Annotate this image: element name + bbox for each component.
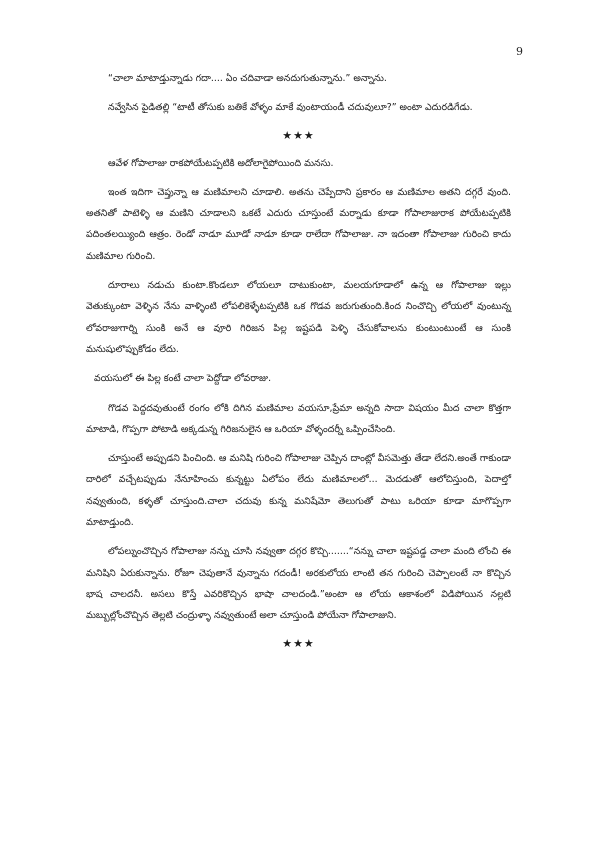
section-separator: ★★★ bbox=[282, 128, 315, 142]
page-number: 9 bbox=[516, 45, 523, 58]
paragraph: లోపల్నుంచొచ్చిన గోపాలాజు నన్ను చూసి నవ్వుతా దగ్గర కొచ్చి.......“నన్ను చాలా ఇష్టపడ్డ చాలా మంది లోంచి ఈ మనిషిని ఏరుకున్నాను. రోజూ చెపుతానే వున్నాను గదండీ! అరకులోయ లాంటి తన గురించి చెప్పాలంటే నా కొచ్చిన భాష చాలదనీ. అసలు కొస్తే ఎవరికొచ్చిన భాషా చాలదండి.”అంటా ఆ లోయ ఆకాశంలో విడిపోయిన నల్లటి మబ్బుల్లోంచొచ్చిన తెల్లటి చంద్రుళ్ళా నవ్వుతుంటే అలా చూస్తుండి పోయేనా గోపాలాజుని. bbox=[86, 546, 511, 622]
paragraph: దూరాలు నడుచు కుంటా.కొండలూ లోయలూ దాటుకుంటా, మలయగూడాలో ఉన్న ఆ గోపాలాజు ఇల్లు వెతుక్కుంటా వెళ్ళిన నేను వాళ్ళింటి లోపలికెళ్ళేటప్పటికి ఒక గొడవ జరుగుతుంది.కింద నించొచ్చి లోయలో వుంటున్న లోవరాజుగార్ని సుంకి అనే ఆ వూరి గిరిజన పిల్ల ఇష్టపడి పెళ్ళి చేసుకోవాలను కుంటుంటుంటే ఆ సుంకి మనుషులొప్పుకోడం లేదు. bbox=[86, 280, 511, 355]
paragraph: వయసులో ఈ పిల్ల కంటే చాలా పెద్దోడా లోవరాజు. bbox=[94, 373, 272, 385]
page-body bbox=[86, 68, 511, 661]
paragraph: “చాలా మాటాడ్తున్నాడు గదా.... ఏం చదివాడా అనదుగుతున్నాను.” అన్నాను. bbox=[108, 73, 387, 84]
section-separator: ★★★ bbox=[282, 636, 315, 650]
paragraph: గొడవ పెద్దదవుతుంటే రంగం లోకి దిగిన మణిమాల వయసూ,ప్రేమా అన్నది సాదా విషయం మీద చాలా కొత్తగా మాటాడి, గొప్పగా పోటాడి అక్కడున్న గిరిజనులైన ఆ ఒరియా వోళ్ళందర్నీ ఒప్పించేసింది. bbox=[86, 402, 511, 435]
paragraph: ఆవేళ గోపాలాజు రాకపోయేటప్పటికి అదోలాగైపోయింది మనసు. bbox=[108, 157, 334, 169]
paragraph: నవ్వేసిన పైడితల్లి “టాటీ తోసుకు బతికే వోళ్ళం మాకే వుంటాయండీ చదువులూ?” అంటా ఎదురడిగేడు. bbox=[108, 102, 473, 114]
paragraph: ఇంత ఇదిగా చెప్తున్నా ఆ మణిమాలని చూడాలి. అతను చెప్పేదాని ప్రకారం ఆ మణిమాల అతని దగ్గరే వుంది. అతనితో పాటెళ్ళి ఆ మణిని చూడాలని ఒకటే ఎదురు చూస్తుంటే మర్నాడు కూడా గోపాలాజురాక పోయేటప్పటికి పదింతలయ్యింది ఆత్రం. రెండో నాడూ మూడో నాడూ కూడా రాలేదా గోపాలాజు. నా ఇదంతా గోపాలాజు గురించి కాదు మణిమాల గురించి. bbox=[86, 186, 511, 262]
paragraph: చూస్తుంటే అప్పుడని పించింది. ఆ మనిషి గురించి గోపాలాజు చెప్పిన దాంట్లో వీసమెత్తు తేడా లేదని.అంతే గాకుండా దారిలో వచ్చేటప్పుడు నేనూహించు కున్నట్టు ఏలోపం లేదు మణిమాలలో... మెదడుతో ఆలోచిస్తుంది, పెదాల్తో నవ్వుతుంది, కళ్ళతో చూస్తుంది.చాలా చదువు కున్న మనిషేమో తెలుగుతో పాటు ఒరియా కూడా మాగొప్పగా మాటాడ్తుంది. bbox=[86, 453, 511, 529]
